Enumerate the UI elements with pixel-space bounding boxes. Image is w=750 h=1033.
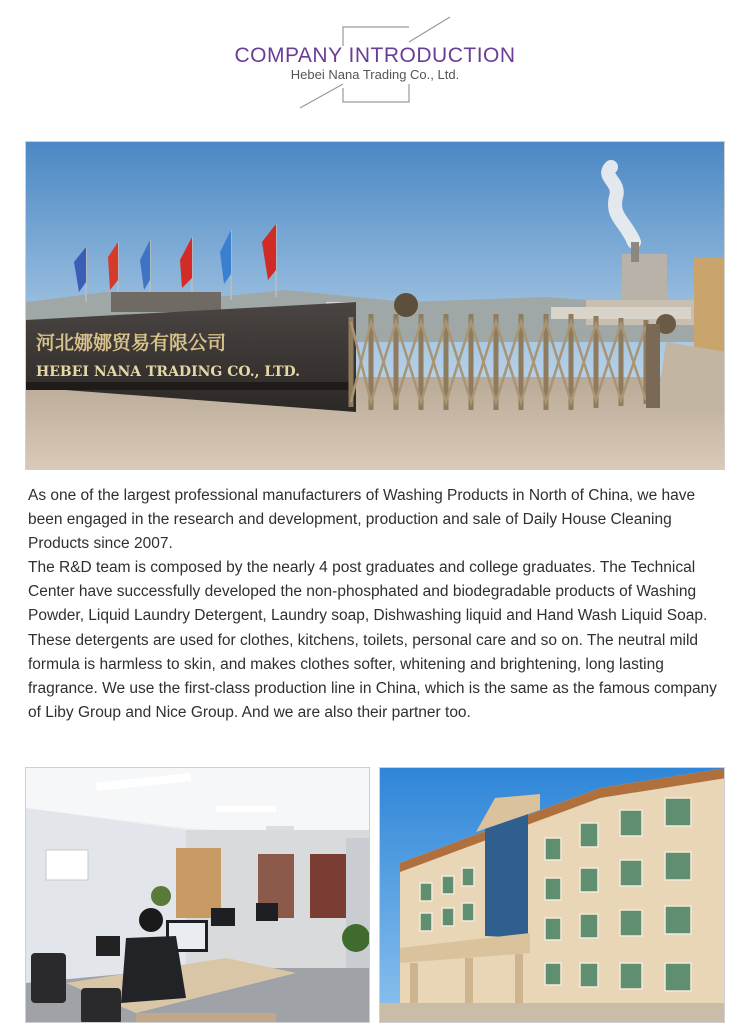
sign-chinese-text: 河北娜娜贸易有限公司: [36, 332, 227, 354]
page-subtitle: Hebei Nana Trading Co., Ltd.: [290, 67, 460, 82]
intro-paragraph-1: As one of the largest professional manufacturers of Washing Products in North of China, we have been engaged in the research and development, production and sale of Daily House Cleaning Products since 2007.: [28, 487, 696, 553]
page-header: [0, 0, 750, 120]
page-title: COMPANY INTRODUCTION: [234, 44, 516, 67]
company-building-photo: [379, 767, 725, 1023]
office-photo: [25, 767, 370, 1023]
factory-gate-photo: [25, 141, 725, 470]
company-introduction-text: [28, 484, 728, 725]
sign-english-text: HEBEI NANA TRADING CO., LTD.: [36, 364, 301, 380]
intro-paragraph-2: The R&D team is composed by the nearly 4 post graduates and college graduates. The Technical Center have successfully developed the non-phosphated and biodegradable products of Washing Powder, Liquid Laundry Detergent, Laundry soap, Dishwashing liquid and Hand Wash Liquid Soap. These detergents are used for clothes, kitchens, toilets, personal care and so on. The neutral mild formula is harmless to skin, and makes clothes softer, whitening and brightening, long lasting fragrance. We use the first-class production line in China, which is the same as the famous company of Liby Group and Nice Group. And we are also their partner too.: [28, 559, 717, 721]
